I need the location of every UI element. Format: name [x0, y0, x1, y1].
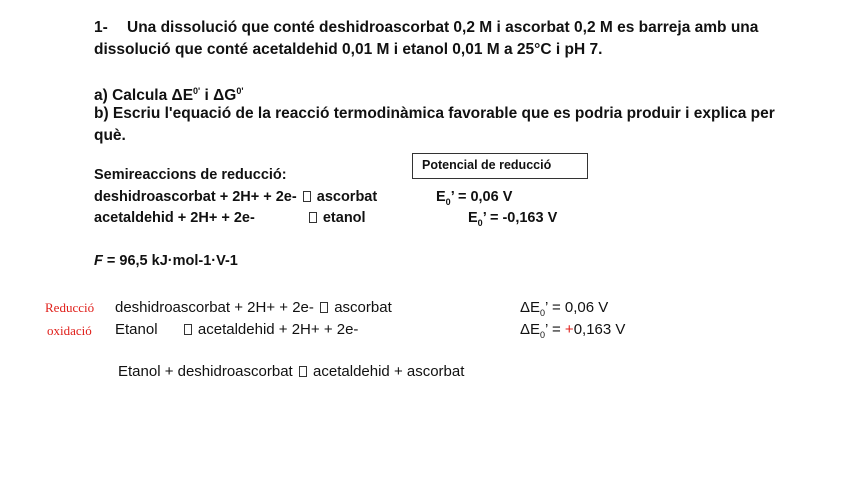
delta-e-symbol: ΔE	[171, 87, 194, 105]
semireaction-2-left: acetaldehid + 2H+ + 2e-	[94, 210, 255, 226]
reduction-potential-box: Potencial de reducció	[412, 153, 588, 179]
semireaction-1	[94, 189, 377, 205]
semireaction-1-potential	[436, 189, 512, 207]
plus-sign: +	[564, 321, 574, 338]
overall-reaction-left: Etanol + deshidroascorbat	[118, 363, 293, 380]
delta-e-value: ’ = 0,06 V	[545, 299, 609, 316]
semireactions-heading: Semireaccions de reducció:	[94, 167, 287, 183]
potential-symbol: E	[468, 210, 478, 226]
potential-symbol: E	[436, 189, 446, 205]
part-a-prefix: a) Calcula	[94, 87, 168, 105]
reduction-equation-right: ascorbat	[334, 299, 392, 316]
potential-sub: 0	[477, 217, 483, 228]
semireaction-2-potential	[468, 210, 557, 228]
delta-g-sup: 0'	[236, 86, 244, 96]
delta-e-value: 0,163 V	[573, 321, 626, 338]
potential-value: ’ = -0,163 V	[482, 210, 558, 226]
arrow-placeholder-icon	[299, 366, 307, 377]
arrow-placeholder-icon	[309, 212, 317, 223]
reduction-equation	[115, 299, 392, 316]
part-a-and: i	[204, 87, 209, 105]
semireaction-2	[94, 210, 366, 226]
question-number: 1-	[94, 19, 108, 36]
reduction-equation-left: deshidroascorbat + 2H+ + 2e-	[115, 299, 314, 316]
delta-e-sub: 0	[540, 330, 546, 340]
overall-reaction-right: acetaldehid + ascorbat	[313, 363, 465, 380]
question-line-1: Una dissolució que conté deshidroascorbat 0,2 M i ascorbat 0,2 M es barreja amb una	[127, 19, 759, 36]
delta-e-sub: 0	[540, 308, 546, 318]
delta-e-symbol: ΔE	[520, 299, 541, 316]
delta-e-prefix: ’ =	[545, 321, 565, 338]
oxidation-equation	[115, 321, 358, 338]
question-line-2: dissolució que conté acetaldehid 0,01 M i etanol 0,01 M a 25°C i pH 7.	[94, 41, 603, 58]
oxidation-equation-right: acetaldehid + 2H+ + 2e-	[197, 321, 359, 338]
arrow-placeholder-icon	[303, 191, 311, 202]
arrow-placeholder-icon	[320, 302, 328, 313]
potential-sub: 0	[445, 196, 451, 207]
part-b-line-2: què.	[94, 127, 126, 144]
semireaction-1-right: ascorbat	[316, 189, 378, 205]
oxidation-equation-left: Etanol	[115, 321, 158, 338]
arrow-placeholder-icon	[184, 324, 192, 335]
reduction-label: Reducció	[45, 300, 95, 315]
potential-value: ’ = 0,06 V	[450, 189, 513, 205]
delta-e-sup: 0'	[193, 86, 201, 96]
semireaction-2-right: etanol	[322, 210, 366, 226]
faraday-value: = 96,5 kJ·mol-1·V-1	[102, 253, 238, 269]
oxidation-delta-e	[520, 321, 625, 340]
reduction-delta-e	[520, 299, 608, 318]
faraday-constant	[94, 253, 238, 269]
delta-g-symbol: ΔG	[213, 87, 237, 105]
semireaction-1-left: deshidroascorbat + 2H+ + 2e-	[94, 189, 297, 205]
delta-e-symbol: ΔE	[520, 321, 541, 338]
faraday-symbol: F	[94, 253, 103, 269]
oxidation-label: oxidació	[47, 323, 92, 338]
overall-reaction	[118, 363, 464, 380]
part-b-line-1: b) Escriu l'equació de la reacció termodinàmica favorable que es podria produir i explica per	[94, 105, 775, 122]
